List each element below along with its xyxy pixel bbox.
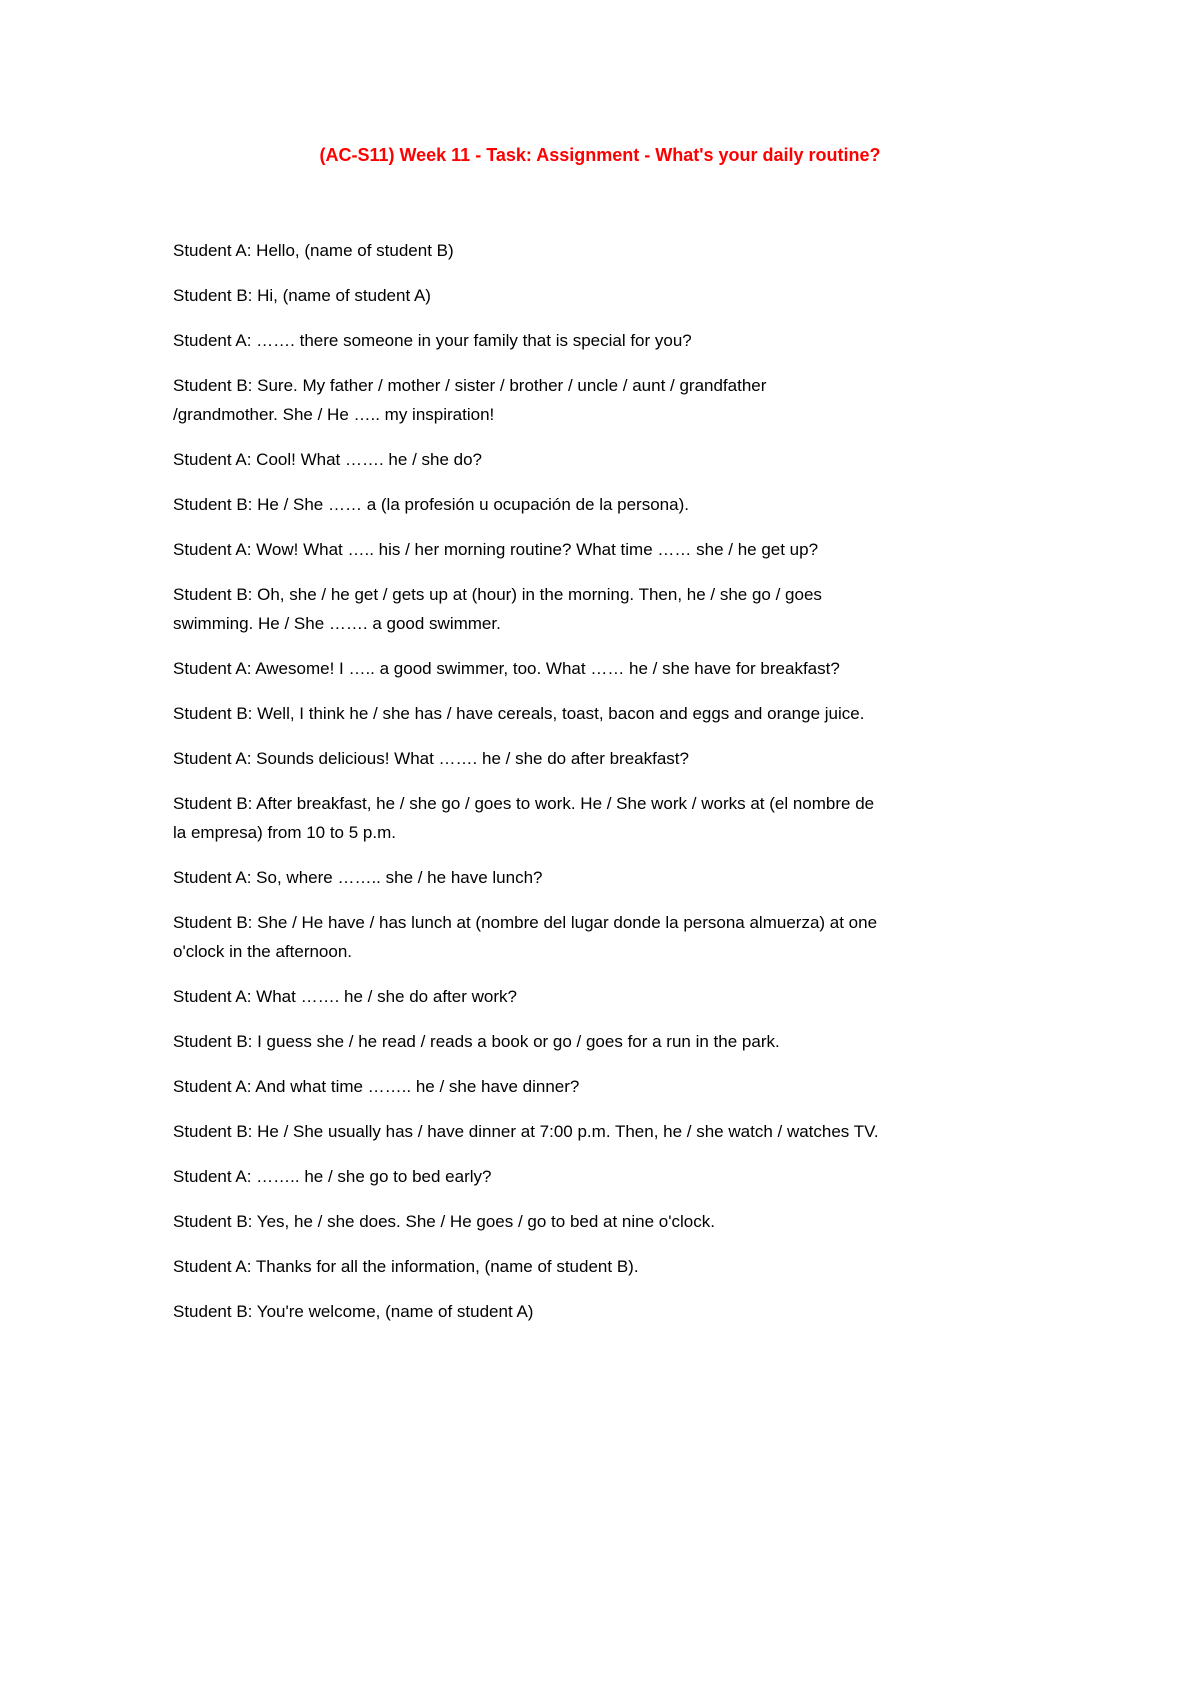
dialogue-line-text: Student B: Yes, he / she does. She / He goes / go to bed at nine o'clock.	[173, 1212, 715, 1231]
dialogue-line	[173, 281, 1053, 310]
dialogue-line-text: Student A: Sounds delicious! What ……. he / she do after breakfast?	[173, 749, 689, 768]
dialogue-line-text: Student B: She / He have / has lunch at (nombre del lugar donde la persona almuerza) at one	[173, 913, 878, 932]
dialogue-line-text: Student A: So, where …….. she / he have lunch?	[173, 868, 543, 887]
dialogue-line	[173, 1207, 1053, 1236]
dialogue-line-text: Student B: You're welcome, (name of student A)	[173, 1302, 534, 1321]
dialogue-line	[173, 236, 1053, 265]
dialogue-line	[173, 863, 1053, 892]
dialogue-line-text: Student A: Hello, (name of student B)	[173, 241, 454, 260]
dialogue-line-text: Student A: Awesome! I ….. a good swimmer, too. What …… he / she have for breakfast?	[173, 659, 840, 678]
page-title: (AC-S11) Week 11 - Task: Assignment - What's your daily routine?	[319, 145, 881, 165]
dialogue-line	[173, 580, 1053, 638]
dialogue-line	[173, 326, 1053, 355]
dialogue-line	[173, 1027, 1053, 1056]
dialogue-line	[173, 789, 1053, 847]
dialogue-line-text: Student A: …….. he / she go to bed early?	[173, 1167, 492, 1186]
dialogue-line	[173, 1252, 1053, 1281]
dialogue-line	[173, 982, 1053, 1011]
dialogue-line-text: Student B: Hi, (name of student A)	[173, 286, 431, 305]
dialogue-line-text: Student A: ……. there someone in your family that is special for you?	[173, 331, 692, 350]
dialogue-line-text: la empresa) from 10 to 5 p.m.	[173, 823, 396, 842]
dialogue-line	[173, 1117, 1053, 1146]
dialogue-line-text: Student B: After breakfast, he / she go / goes to work. He / She work / works at (el nombre de	[173, 794, 875, 813]
dialogue-line-text: Student B: He / She usually has / have dinner at 7:00 p.m. Then, he / she watch / watches TV.	[173, 1122, 879, 1141]
dialogue-line-text: Student A: Cool! What ……. he / she do?	[173, 450, 483, 469]
dialogue-line-text: Student A: What ……. he / she do after work?	[173, 987, 517, 1006]
dialogue-line	[173, 1162, 1053, 1191]
dialogue-line-text: o'clock in the afternoon.	[173, 942, 353, 961]
dialogue-line	[173, 535, 1053, 564]
dialogue-line-text: Student A: And what time …….. he / she have dinner?	[173, 1077, 580, 1096]
dialogue-line	[173, 908, 1053, 966]
dialogue-line-text: Student B: He / She …… a (la profesión u ocupación de la persona).	[173, 495, 689, 514]
dialogue-list	[173, 236, 1053, 1342]
dialogue-line-text: Student A: Wow! What ….. his / her morning routine? What time …… she / he get up?	[173, 540, 819, 559]
dialogue-line-text: /grandmother. She / He ….. my inspiration!	[173, 405, 495, 424]
dialogue-line-text: Student B: Oh, she / he get / gets up at (hour) in the morning. Then, he / she go / goes	[173, 585, 822, 604]
dialogue-line	[173, 654, 1053, 683]
dialogue-line	[173, 371, 1053, 429]
dialogue-line	[173, 1072, 1053, 1101]
dialogue-line	[173, 744, 1053, 773]
dialogue-line-text: Student B: I guess she / he read / reads a book or go / goes for a run in the park.	[173, 1032, 780, 1051]
dialogue-line	[173, 1297, 1053, 1326]
dialogue-line-text: Student B: Well, I think he / she has / have cereals, toast, bacon and eggs and orange juice.	[173, 704, 865, 723]
dialogue-line	[173, 699, 1053, 728]
dialogue-line-text: swimming. He / She ……. a good swimmer.	[173, 614, 501, 633]
dialogue-line-text: Student A: Thanks for all the information, (name of student B).	[173, 1257, 639, 1276]
dialogue-line	[173, 490, 1053, 519]
dialogue-line	[173, 445, 1053, 474]
dialogue-line-text: Student B: Sure. My father / mother / sister / brother / uncle / aunt / grandfather	[173, 376, 767, 395]
